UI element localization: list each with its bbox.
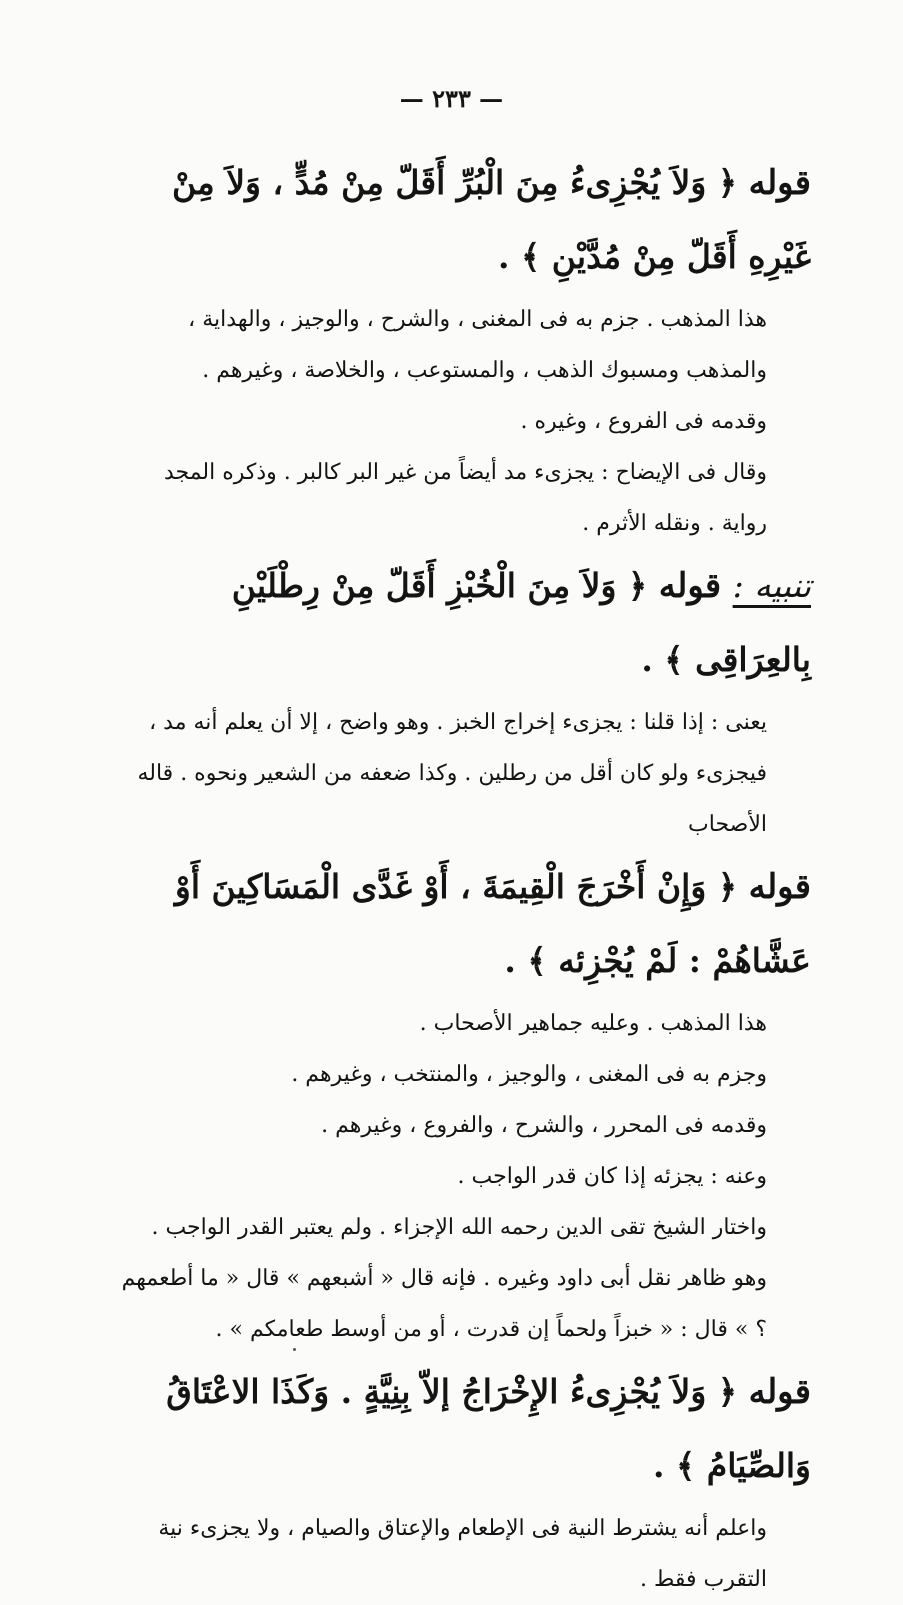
heading-lead-word: قوله xyxy=(748,163,811,203)
paragraph: وقدمه فى المحرر ، والشرح ، والفروع ، وغيرهم . xyxy=(321,1113,767,1138)
paragraph: هذا المذهب . وعليه جماهير الأصحاب . xyxy=(419,1011,767,1036)
quoted-matn: ﴿ وَلاَ يُجْزِىءُ مِنَ الْبُرِّ أَقَلّ مِنْ مُدٍّ ، وَلاَ مِنْ غَيْرِهِ أَقَلّ مِنْ مُدَّيْنِ ﴾ . xyxy=(171,163,811,276)
tanbih-label: تنبيه : xyxy=(732,566,811,605)
section-heading xyxy=(118,549,811,697)
paper-speck xyxy=(293,1348,296,1351)
section-heading xyxy=(118,1355,811,1503)
heading-lead-word: قوله xyxy=(748,867,811,907)
quoted-matn: ﴿ وَلاَ مِنَ الْخُبْزِ أَقَلّ مِنْ رِطْلَيْنِ بِالعِرَاقِى ﴾ . xyxy=(231,566,811,679)
paragraph: هذا المذهب . جزم به فى المغنى ، والشرح ، والوجيز ، والهداية ، والمذهب ومسبوك الذهب ، والمستوعب ، والخلاصة ، وغيرهم . xyxy=(188,307,767,383)
paragraph: يعنى : إذا قلنا : يجزىء إخراج الخبز . وهو واضح ، إلا أن يعلم أنه مد ، فيجزىء ولو كان أقل من رطلين . وكذا ضعفه من الشعير ونحوه . قاله الأصحاب xyxy=(137,710,767,837)
paragraph: وعنه : يجزئه إذا كان قدر الواجب . xyxy=(457,1164,767,1189)
heading-lead-word: قوله xyxy=(748,1372,811,1412)
page-number: — ٢٣٣ — xyxy=(399,84,504,113)
section-heading xyxy=(118,850,811,998)
paragraph: واعلم أنه يشترط النية فى الإطعام والإعتاق والصيام ، ولا يجزىء نية التقرب فقط . xyxy=(158,1516,767,1592)
paragraph: وقال فى الإيضاح : يجزىء مد أيضاً من غير البر كالبر . وذكره المجد رواية . ونقله الأثرم . xyxy=(163,460,767,536)
quoted-matn: ﴿ وَإِنْ أَخْرَجَ الْقِيمَةَ ، أَوْ غَدَّى الْمَسَاكِينَ أَوْ عَشَّاهُمْ : لَمْ يُجْزِئه ﴾ . xyxy=(174,867,811,980)
paragraph: واختار الشيخ تقى الدين رحمه الله الإجزاء . ولم يعتبر القدر الواجب . وهو ظاهر نقل أبى داود وغيره . فإنه قال « أشبعهم » قال « ما أطعمهم ؟ » قال : « خبزاً ولحماً إن قدرت ، أو من أوسط طعامكم » . xyxy=(121,1215,767,1342)
paragraph: وقدمه فى الفروع ، وغيره . xyxy=(520,409,767,434)
section-heading xyxy=(118,146,811,294)
heading-lead-word: قوله xyxy=(658,566,722,606)
quoted-matn: ﴿ وَلاَ يُجْزِىءُ الإِخْرَاجُ إلاّ بِنِيَّةٍ . وَكَذَا الاعْتَاقُ وَالصِّيَامُ ﴾ . xyxy=(166,1372,811,1485)
paragraph: وجزم به فى المغنى ، والوجيز ، والمنتخب ، وغيرهم . xyxy=(291,1062,767,1087)
page-text xyxy=(118,146,811,1605)
